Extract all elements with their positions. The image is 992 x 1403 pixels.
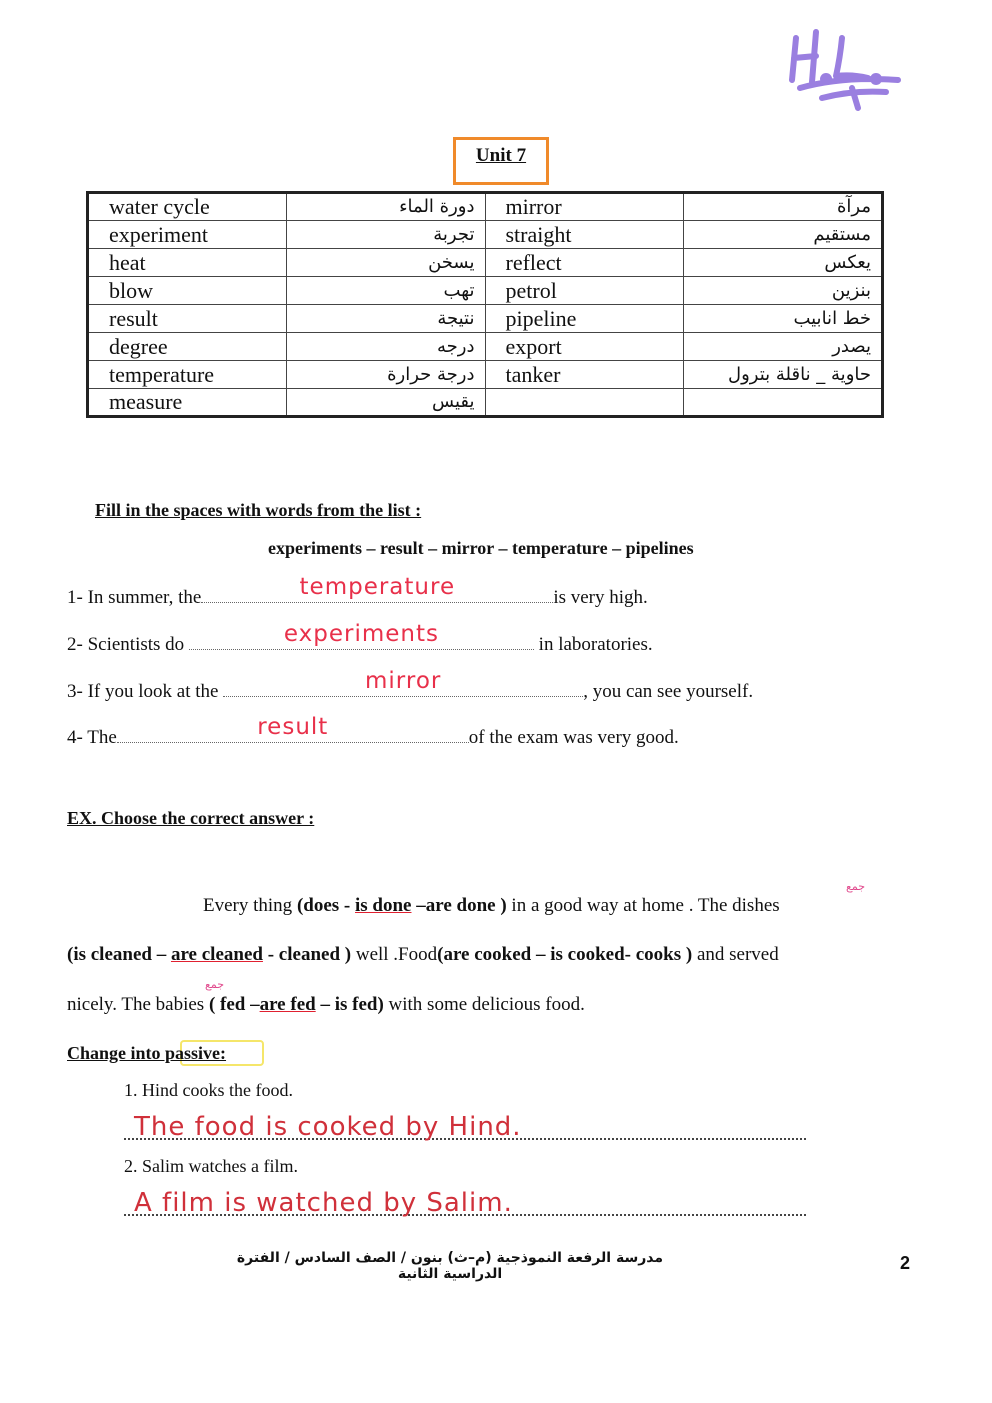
vocab-english: temperature (88, 361, 287, 389)
vocab-english: tanker (485, 361, 684, 389)
logo-image (782, 18, 912, 113)
answer-line-2[interactable] (124, 1188, 806, 1216)
vocab-english: heat (88, 249, 287, 277)
vocab-row (88, 249, 883, 277)
fill-sentence-2 (67, 621, 653, 656)
annotation-mark: جمع (846, 880, 866, 893)
sentence-suffix: of the exam was very good. (468, 727, 679, 748)
vocab-row (88, 361, 883, 389)
vocab-arabic: نتيجة (286, 305, 485, 333)
vocab-english: mirror (485, 193, 684, 221)
vocab-english: pipeline (485, 305, 684, 333)
vocab-arabic: يسخن (286, 249, 485, 277)
vocab-row (88, 333, 883, 361)
sentence-prefix: 3- If you look at the (67, 681, 219, 702)
option: –are done ) (411, 895, 507, 916)
vocab-english (485, 389, 684, 417)
text: in a good way at home . The dishes (506, 895, 780, 916)
text: well .Food (351, 944, 438, 965)
sentence-suffix: , you can see yourself. (583, 681, 754, 702)
sentence-suffix: in laboratories. (538, 634, 653, 655)
sentence-prefix: 4- The (67, 727, 117, 748)
vocab-arabic: مستقيم (684, 221, 883, 249)
vocabulary-table (86, 191, 884, 418)
option: ( fed – (208, 994, 260, 1015)
vocab-arabic: بنزين (684, 277, 883, 305)
vocab-arabic: مرآة (684, 193, 883, 221)
school-footer: مدرسة الرفعة النموذجية (م–ث) بنون / الصف السادس / الفترة الدراسية الثانية (236, 1250, 664, 1282)
vocab-arabic: خط انابيب (684, 305, 883, 333)
handwritten-answer: result (257, 714, 329, 740)
chosen-option[interactable]: are cleaned (170, 944, 263, 965)
vocab-english: straight (485, 221, 684, 249)
vocab-arabic: يصدر (684, 333, 883, 361)
handwritten-answer: temperature (299, 574, 456, 600)
choose-line-1 (203, 895, 780, 917)
vocab-row (88, 193, 883, 221)
fill-heading: Fill in the spaces with words from the list : (95, 500, 422, 520)
vocab-english: petrol (485, 277, 684, 305)
option: (is cleaned – (67, 944, 171, 965)
fill-sentence-3 (67, 668, 754, 703)
vocab-english: export (485, 333, 684, 361)
vocab-row (88, 305, 883, 333)
passive-prompt-1: 1. Hind cooks the food. (124, 1080, 293, 1100)
answer-line-1[interactable] (124, 1112, 806, 1140)
vocab-english: result (88, 305, 287, 333)
vocab-english: measure (88, 389, 287, 417)
handwritten-answer: The food is cooked by Hind. (134, 1112, 522, 1142)
blank[interactable] (117, 714, 469, 743)
text: and served (692, 944, 779, 965)
vocab-arabic: درجة حرارة (286, 361, 485, 389)
vocab-arabic: درجه (286, 333, 485, 361)
text: nicely. The babies (67, 994, 209, 1015)
school-logo (782, 18, 912, 113)
passive-heading: Change into passive: (67, 1043, 227, 1063)
chosen-option[interactable]: are fed (259, 994, 316, 1015)
vocab-english: degree (88, 333, 287, 361)
blank[interactable] (223, 668, 583, 697)
vocab-arabic: تجربة (286, 221, 485, 249)
vocab-english: water cycle (88, 193, 287, 221)
vocab-arabic (684, 389, 883, 417)
unit-title: Unit 7 (475, 145, 527, 166)
choose-line-3 (67, 994, 585, 1016)
handwritten-answer: mirror (365, 668, 442, 694)
text: Every thing (203, 895, 297, 916)
vocab-row (88, 389, 883, 417)
vocab-arabic: دورة الماء (286, 193, 485, 221)
handwritten-answer: A film is watched by Salim. (134, 1188, 513, 1218)
fill-sentence-1 (67, 574, 648, 609)
option: - cleaned ) (262, 944, 352, 965)
vocab-row (88, 221, 883, 249)
vocab-row (88, 277, 883, 305)
blank[interactable] (201, 574, 553, 603)
fill-sentence-4 (67, 714, 679, 749)
word-list: experiments – result – mirror – temperature – pipelines (268, 538, 694, 558)
vocab-arabic: يعكس (684, 249, 883, 277)
vocab-english: reflect (485, 249, 684, 277)
vocab-arabic: يقيس (286, 389, 485, 417)
sentence-prefix: 1- In summer, the (67, 587, 202, 608)
page-number: 2 (900, 1253, 911, 1273)
choose-heading: EX. Choose the correct answer : (67, 808, 315, 828)
text: with some delicious food. (383, 994, 585, 1015)
sentence-suffix: is very high. (553, 587, 648, 608)
chosen-option[interactable]: is done (355, 895, 412, 916)
option: (are cooked – is cooked- cooks ) (437, 944, 693, 965)
option: – is fed) (315, 994, 384, 1015)
annotation-mark: جمع (205, 978, 225, 991)
sentence-prefix: 2- Scientists do (67, 634, 185, 655)
vocab-arabic: حاوية _ ناقلة بترول (684, 361, 883, 389)
passive-prompt-2: 2. Salim watches a film. (124, 1156, 298, 1176)
vocab-english: experiment (88, 221, 287, 249)
vocab-arabic: تهب (286, 277, 485, 305)
option: (does - (296, 895, 355, 916)
choose-line-2 (67, 944, 779, 966)
handwritten-answer: experiments (283, 621, 439, 647)
vocab-english: blow (88, 277, 287, 305)
blank[interactable] (189, 621, 534, 650)
